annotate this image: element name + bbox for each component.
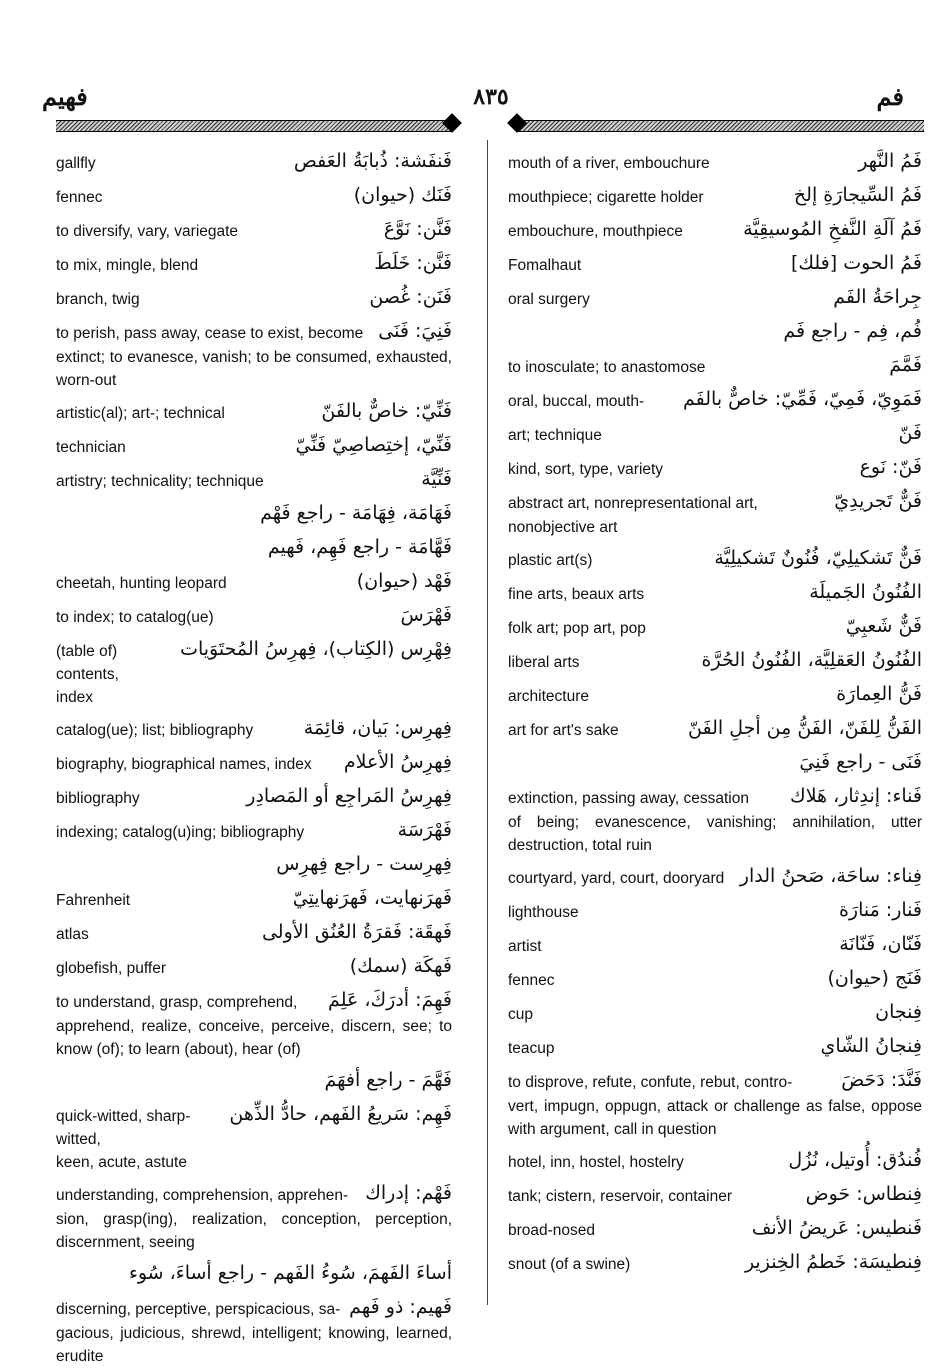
english-gloss-continuation: of being; evanescence, vanishing; annihilation, utter destruction, total ruin: [508, 814, 922, 854]
english-gloss: catalog(ue); list; bibliography: [56, 722, 254, 739]
arabic-headword: فَهيم: ذو فَهم: [349, 1296, 452, 1318]
arabic-headword: فَنِّيّ، إختِصاصِيّ فَنِّيّ: [295, 434, 452, 456]
arabic-headword: فَهِمَ: أدرَكَ، عَلِمَ: [328, 989, 452, 1011]
english-gloss: architecture: [508, 688, 589, 705]
entry-line: [56, 951, 452, 981]
dictionary-entry: [508, 611, 922, 645]
arabic-headword: فَهْم: إدراك: [365, 1182, 452, 1204]
arabic-cross-reference: فِهرِست - راجع فِهرِس: [276, 853, 452, 875]
entry-line: [508, 1031, 922, 1061]
arabic-headword: فِنجان: [875, 1001, 922, 1023]
arabic-headword: فَمُ آلَةِ النَّفخِ المُوسيقِيَّة: [743, 218, 922, 240]
entry-line: [508, 679, 922, 709]
dictionary-entry: [508, 282, 922, 316]
dictionary-entry: [56, 713, 452, 747]
dictionary-entry: [508, 747, 922, 781]
dictionary-entry: [56, 566, 452, 600]
entry-line: [56, 396, 452, 426]
dictionary-entry: [508, 146, 922, 180]
entry-line: [508, 1247, 922, 1277]
page-number: ٨٣٥: [473, 84, 509, 110]
arabic-headword: فِنطاس: حَوض: [805, 1183, 922, 1205]
english-gloss: mouth of a river, embouchure: [508, 155, 710, 172]
entry-line: [56, 1099, 452, 1151]
english-gloss: Fomalhaut: [508, 257, 582, 274]
arabic-headword: فِهْرِس (الكِتاب)، فِهرِسُ المُحتَوَيات: [180, 638, 452, 660]
entry-line: [508, 895, 922, 925]
entry-line: [56, 430, 452, 460]
arabic-cross-reference: فَنَى - راجع فَنِيَ: [799, 751, 922, 773]
dictionary-entry: [56, 1258, 452, 1292]
dictionary-entry: [508, 418, 922, 452]
entry-line: [56, 180, 452, 210]
dictionary-entry: [508, 929, 922, 963]
english-gloss-continuation: index: [56, 689, 94, 706]
arabic-cross-reference: أساءَ الفَهمَ، سُوءُ الفَهم - راجع أساءَ، سُوء: [128, 1262, 452, 1284]
english-gloss: cup: [508, 1006, 533, 1023]
arabic-headword: فَنَّدَ: دَحَضَ: [841, 1069, 922, 1091]
entry-line: [56, 985, 452, 1015]
english-gloss: extinction, passing away, cessation: [508, 790, 749, 807]
english-gloss: art; technique: [508, 427, 602, 444]
dictionary-entry: [508, 384, 922, 418]
arabic-headword: فَنّ: [898, 422, 922, 444]
arabic-headword: فِنجانُ الشّاي: [820, 1035, 922, 1057]
entry-line: [508, 248, 922, 278]
entry-line: [56, 1178, 452, 1208]
english-gloss: to perish, pass away, cease to exist, become: [56, 325, 364, 342]
english-gloss: Fahrenheit: [56, 892, 131, 909]
arabic-headword: فَنَك (حيوان): [353, 184, 452, 206]
english-gloss: bibliography: [56, 790, 140, 807]
dictionary-entry: [56, 396, 452, 430]
dictionary-entry: [508, 1065, 922, 1145]
english-gloss-continuation: gacious, judicious, shrewd, intelligent; knowing, learned, erudite: [56, 1325, 452, 1365]
dictionary-entry: [56, 282, 452, 316]
entry-line: [508, 146, 922, 176]
arabic-headword: فَنَّن: نَوَّعَ: [383, 218, 452, 240]
left-column: [56, 146, 452, 1372]
entry-line: [56, 464, 452, 494]
arabic-headword: فَمَّمَ: [889, 354, 922, 376]
english-gloss: (table of) contents,: [56, 643, 119, 683]
english-gloss: biography, biographical names, index: [56, 756, 312, 773]
english-gloss: courtyard, yard, court, dooryard: [508, 870, 725, 887]
arabic-headword: فُندُق: أُوتيل، نُزُل: [788, 1149, 922, 1171]
english-gloss-continuation: nonobjective art: [508, 519, 618, 536]
english-gloss: to mix, mingle, blend: [56, 257, 199, 274]
english-gloss: abstract art, nonrepresentational art,: [508, 495, 758, 512]
english-gloss: fennec: [508, 972, 555, 989]
english-gloss: snout (of a swine): [508, 1256, 631, 1273]
english-gloss: to inosculate; to anastomose: [508, 359, 706, 376]
dictionary-entry: [56, 498, 452, 532]
arabic-headword: جِراحَةُ الفَم: [833, 286, 922, 308]
english-gloss: technician: [56, 439, 126, 456]
arabic-headword: فَهقَة: فَقرَةُ العُنُق الأولى: [261, 921, 452, 943]
english-gloss: oral surgery: [508, 291, 590, 308]
dictionary-entry: [56, 464, 452, 498]
dictionary-entry: [56, 634, 452, 713]
english-gloss: liberal arts: [508, 654, 580, 671]
dictionary-entry: [56, 883, 452, 917]
english-gloss: oral, buccal, mouth-: [508, 393, 645, 410]
dictionary-entry: [56, 180, 452, 214]
english-gloss: tank; cistern, reservoir, container: [508, 1188, 732, 1205]
english-gloss: broad-nosed: [508, 1222, 596, 1239]
dictionary-entry: [56, 747, 452, 781]
english-gloss: teacup: [508, 1040, 555, 1057]
dictionary-entry: [56, 248, 452, 282]
english-gloss: plastic art(s): [508, 552, 593, 569]
arabic-headword: فَنَج (حيوان): [827, 967, 922, 989]
english-gloss: to diversify, vary, variegate: [56, 223, 239, 240]
entry-line: [508, 486, 922, 516]
dictionary-entry: [508, 1145, 922, 1179]
english-gloss: to index; to catalog(ue): [56, 609, 214, 626]
dictionary-entry: [508, 316, 922, 350]
arabic-headword: فَناء: إندِثار، هَلاك: [790, 785, 922, 807]
dictionary-entry: [508, 1179, 922, 1213]
arabic-headword: فِهرِسُ الأعلام: [343, 751, 452, 773]
arabic-cross-reference: فَهَّمَ - راجع أفهَمَ: [324, 1069, 452, 1091]
entry-line: [56, 883, 452, 913]
arabic-headword: فَنّ: نَوع: [859, 456, 922, 478]
arabic-headword: فِنطيسَة: خَطمُ الخِنزير: [744, 1251, 922, 1273]
dictionary-entry: [508, 713, 922, 747]
entry-line: [508, 997, 922, 1027]
dictionary-entry: [56, 430, 452, 464]
dictionary-entry: [56, 1178, 452, 1258]
arabic-headword: فَمُ السِّيجارَةِ إلخ: [793, 184, 922, 206]
entry-line: [56, 815, 452, 845]
entry-line: [508, 1145, 922, 1175]
dictionary-entry: [56, 600, 452, 634]
dictionary-entry: [56, 985, 452, 1065]
dictionary-entry: [508, 486, 922, 543]
english-gloss: understanding, comprehension, apprehen-: [56, 1187, 349, 1204]
arabic-headword: فَنفَشة: ذُبابَةُ العَفص: [293, 150, 452, 172]
english-gloss: fennec: [56, 189, 103, 206]
dictionary-entry: [508, 1031, 922, 1065]
arabic-headword: فَمُ الحوت [فلك]: [790, 252, 922, 274]
english-gloss-continuation: keen, acute, astute: [56, 1154, 187, 1171]
header-ornament-left: [56, 120, 452, 132]
arabic-headword: فِهرِس: بَيان، قائِمَة: [303, 717, 452, 739]
english-gloss: to understand, grasp, comprehend,: [56, 994, 298, 1011]
entry-line: [56, 713, 452, 743]
dictionary-entry: [508, 963, 922, 997]
entry-line: [508, 180, 922, 210]
english-gloss: fine arts, beaux arts: [508, 586, 645, 603]
dictionary-entry: [56, 815, 452, 849]
arabic-headword: فَهِم: سَريعُ الفَهم، حادُّ الذِّهن: [229, 1103, 452, 1125]
entry-line: [508, 861, 922, 891]
entry-line: [508, 713, 922, 743]
arabic-headword: فَنِّيّ: خاصٌّ بالفَنّ: [321, 400, 452, 422]
entry-line: [56, 1292, 452, 1322]
english-gloss: lighthouse: [508, 904, 579, 921]
dictionary-entry: [56, 951, 452, 985]
dictionary-entry: [508, 180, 922, 214]
arabic-headword: فَمَوِيّ، فَمِيّ، فَمِّيّ: خاصٌّ بالفَم: [682, 388, 922, 410]
dictionary-entry: [508, 452, 922, 486]
arabic-headword: فِناء: ساحَة، صَحنُ الدار: [739, 865, 922, 887]
arabic-headword: فِهرِسُ المَراجِع أو المَصادِر: [246, 785, 452, 807]
english-gloss: embouchure, mouthpiece: [508, 223, 683, 240]
entry-line: [56, 248, 452, 278]
entry-line: [508, 543, 922, 573]
entry-line: [508, 963, 922, 993]
header-ornament-right: [516, 120, 924, 132]
english-gloss: art for art's sake: [508, 722, 619, 739]
dictionary-entry: [56, 532, 452, 566]
arabic-headword: فَنَّن: خَلَطَ: [374, 252, 452, 274]
dictionary-entry: [508, 679, 922, 713]
entry-line: [56, 282, 452, 312]
english-gloss: kind, sort, type, variety: [508, 461, 664, 478]
dictionary-entry: [508, 543, 922, 577]
entry-line: [56, 634, 452, 686]
arabic-cross-reference: فَهَامَة، فِهَامَة - راجع فَهْم: [260, 502, 452, 524]
entry-line: [508, 1213, 922, 1243]
dictionary-entry: [56, 781, 452, 815]
english-gloss: discerning, perceptive, perspicacious, sa-: [56, 1301, 341, 1318]
english-gloss: folk art; pop art, pop: [508, 620, 646, 637]
entry-line: [508, 577, 922, 607]
entry-line: [508, 645, 922, 675]
arabic-headword: فَنِيَ: فَنَى: [378, 320, 452, 342]
entry-line: [508, 929, 922, 959]
english-gloss: to disprove, refute, confute, rebut, contro-: [508, 1074, 793, 1091]
entry-line: [508, 350, 922, 380]
entry-line: [56, 781, 452, 811]
dictionary-entry: [508, 895, 922, 929]
english-gloss: gallfly: [56, 155, 96, 172]
right-column: [508, 146, 922, 1281]
english-gloss-continuation: sion, grasp(ing), realization, conception, perception, discernment, seeing: [56, 1211, 452, 1251]
arabic-headword: الفُنُونُ الجَميلَة: [809, 581, 922, 603]
entry-line: [56, 917, 452, 947]
english-gloss: hotel, inn, hostel, hostelry: [508, 1154, 684, 1171]
arabic-headword: فَمُ النَّهر: [858, 150, 922, 172]
english-gloss: indexing; catalog(u)ing; bibliography: [56, 824, 305, 841]
entry-line: [56, 600, 452, 630]
english-gloss: branch, twig: [56, 291, 140, 308]
entry-line: [508, 781, 922, 811]
entry-line: [56, 747, 452, 777]
dictionary-entry: [508, 248, 922, 282]
entry-line: [508, 282, 922, 312]
arabic-headword: فَنَن: غُصن: [369, 286, 452, 308]
arabic-headword: فَنٌّ تَجريدِيّ: [834, 490, 922, 512]
dictionary-entry: [508, 1247, 922, 1281]
dictionary-entry: [56, 917, 452, 951]
english-gloss: mouthpiece; cigarette holder: [508, 189, 704, 206]
arabic-cross-reference: فَهَّامَة - راجع فَهِم، فَهيم: [267, 536, 452, 558]
arabic-cross-reference: فُم، فِم - راجع فَم: [783, 320, 922, 342]
dictionary-entry: [508, 645, 922, 679]
entry-line: [508, 418, 922, 448]
english-gloss-continuation: vert, impugn, oppugn, attack or challenge as false, oppose with argument, call in question: [508, 1098, 922, 1138]
arabic-headword: فَنُّ العِمارَة: [836, 683, 922, 705]
arabic-headword: فَنٌّ تَشكيلِيّ، فُنُونٌ تَشكيلِيَّة: [714, 547, 922, 569]
arabic-headword: الفَنُّ لِلفَنّ، الفَنُّ مِن أجلِ الفَنّ: [688, 717, 922, 739]
english-gloss: cheetah, hunting leopard: [56, 575, 227, 592]
arabic-headword: فَنطيس: عَريضُ الأنف: [751, 1217, 922, 1239]
arabic-headword: فَنٌّ شَعبِيّ: [845, 615, 922, 637]
dictionary-entry: [56, 1065, 452, 1099]
english-gloss-continuation: extinct; to evanesce, vanish; to be consumed, exhausted, worn-out: [56, 349, 452, 389]
entry-line: [508, 452, 922, 482]
dictionary-entry: [508, 861, 922, 895]
entry-line: [56, 316, 452, 346]
entry-line: [508, 611, 922, 641]
entry-line: [56, 214, 452, 244]
arabic-headword: فَنار: مَنارَة: [838, 899, 922, 921]
english-gloss: globefish, puffer: [56, 960, 167, 977]
dictionary-entry: [56, 849, 452, 883]
dictionary-entry: [56, 146, 452, 180]
arabic-headword: فَنّان، فَنّانَة: [839, 933, 922, 955]
dictionary-entry: [508, 214, 922, 248]
entry-line: [56, 566, 452, 596]
dictionary-entry: [508, 997, 922, 1031]
arabic-headword: فَنِّيَّة: [421, 468, 452, 490]
english-gloss: atlas: [56, 926, 89, 943]
entry-line: [508, 1179, 922, 1209]
entry-line: [56, 146, 452, 176]
arabic-headword: الفُنُونُ العَقلِيَّة، الفُنُونُ الحُرَّة: [701, 649, 922, 671]
running-head-left: فهيم: [42, 82, 88, 111]
running-head-right: فم: [876, 82, 904, 111]
english-gloss: artistry; technicality; technique: [56, 473, 264, 490]
english-gloss: artistic(al); art-; technical: [56, 405, 225, 422]
english-gloss: artist: [508, 938, 542, 955]
dictionary-entry: [508, 350, 922, 384]
arabic-headword: فَهرَنهايت، فَهرَنهايتِيّ: [292, 887, 452, 909]
column-divider: [487, 140, 488, 1305]
dictionary-entry: [56, 214, 452, 248]
english-gloss: quick-witted, sharp-witted,: [56, 1108, 191, 1148]
entry-line: [508, 384, 922, 414]
arabic-headword: فَهْرَسَة: [397, 819, 452, 841]
dictionary-entry: [56, 1099, 452, 1178]
dictionary-entry: [508, 1213, 922, 1247]
arabic-headword: فَهْرَسَ: [400, 604, 452, 626]
dictionary-entry: [508, 781, 922, 861]
arabic-headword: فَهْد (حيوان): [356, 570, 452, 592]
english-gloss-continuation: apprehend, realize, conceive, perceive, discern, see; to know (of); to learn (about), hear (of): [56, 1018, 452, 1058]
entry-line: [508, 214, 922, 244]
entry-line: [508, 1065, 922, 1095]
arabic-headword: فَهكَة (سمك): [349, 955, 452, 977]
dictionary-entry: [508, 577, 922, 611]
dictionary-entry: [56, 316, 452, 396]
dictionary-entry: [56, 1292, 452, 1372]
